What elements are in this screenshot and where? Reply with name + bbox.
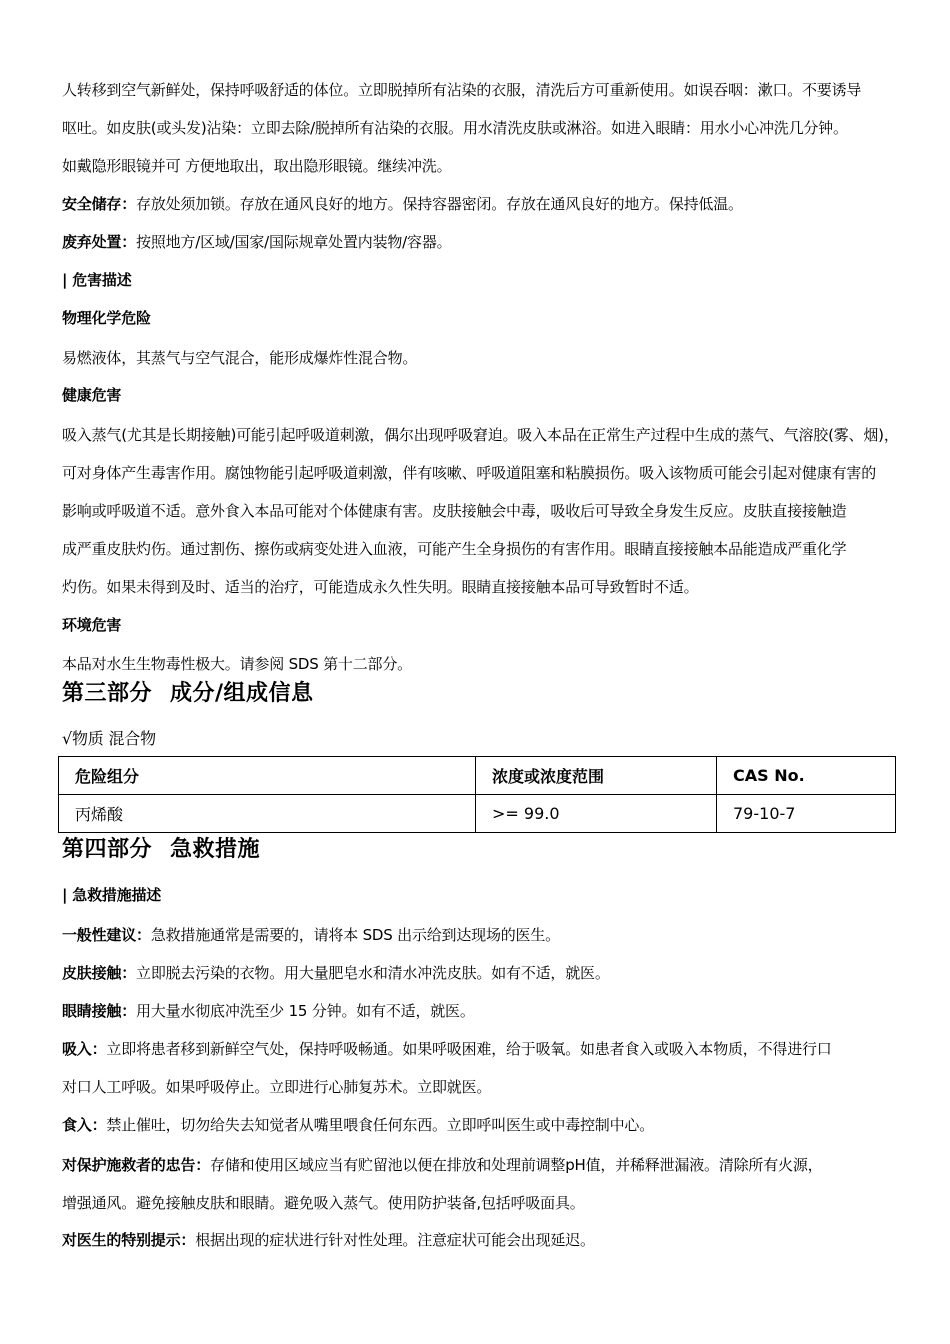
health-heading: 健康危害 (62, 386, 122, 404)
first-aid-line-2: 呕吐。如皮肤(或头发)沾染：立即去除/脱掉所有沾染的衣服。用水清洗皮肤或淋浴。如进入眼睛：用水小心冲洗几分钟。 (62, 119, 848, 137)
col-header-cas: CAS No. (717, 757, 896, 795)
doctor-note (62, 1230, 936, 1250)
inhale-text: 立即将患者移到新鲜空气处，保持呼吸畅通。如果呼吸困难，给于吸氧。如患者食入或吸入本物质，不得进行口 (106, 1040, 832, 1058)
env-text: 本品对水生生物毒性极大。请参阅 SDS 第十二部分。 (62, 655, 412, 673)
table-row (59, 795, 896, 833)
inhale-label: 吸入： (62, 1040, 107, 1058)
env-heading: 环境危害 (62, 616, 122, 634)
eye-label: 眼睛接触： (62, 1002, 137, 1020)
general-label: 一般性建议： (62, 926, 151, 944)
disposal-label: 废弃处置： (62, 233, 137, 251)
health-line-1: 吸入蒸气(尤其是长期接触)可能引起呼吸道刺激，偶尔出现呼吸窘迫。吸入本品在正常生产过程中生成的蒸气、气溶胶(雾、烟)， (62, 426, 899, 444)
rescuer-advice (62, 1155, 936, 1175)
health-line-2: 可对身体产生毒害作用。腐蚀物能引起呼吸道刺激，伴有咳嗽、呼吸道阻塞和粘膜损伤。吸入该物质可能会引起对健康有害的 (62, 464, 877, 482)
cell-concentration: >= 99.0 (476, 795, 717, 833)
storage-label: 安全储存： (62, 195, 137, 213)
rescuer-text: 存储和使用区域应当有贮留池以便在排放和处理前调整pH值，并稀释泄漏液。清除所有火源， (210, 1156, 823, 1174)
eye-contact (62, 1001, 936, 1021)
section4-title (62, 836, 936, 864)
health-line-5: 灼伤。如果未得到及时、适当的治疗，可能造成永久性失明。眼睛直接接触本品可导致暂时不适。 (62, 578, 699, 596)
health-line-4: 成严重皮肤灼伤。通过割伤、擦伤或病变处进入血液，可能产生全身损伤的有害作用。眼睛直接接触本品能造成严重化学 (62, 540, 847, 558)
inhalation (62, 1039, 936, 1059)
col-header-concentration: 浓度或浓度范围 (476, 757, 717, 795)
first-aid-heading: | 急救措施描述 (62, 886, 162, 904)
section4-name: 急救措施 (170, 837, 261, 862)
skin-text: 立即脱去污染的衣物。用大量肥皂水和清水冲洗皮肤。如有不适，就医。 (136, 964, 610, 982)
first-aid-line-3: 如戴隐形眼镜并可 方便地取出，取出隐形眼镜。继续冲洗。 (62, 157, 452, 175)
phys-chem-text: 易燃液体，其蒸气与空气混合，能形成爆炸性混合物。 (62, 349, 418, 367)
general-text: 急救措施通常是需要的，请将本 SDS 出示给到达现场的医生。 (150, 926, 560, 944)
section4-number: 第四部分 (62, 837, 153, 862)
eye-text: 用大量水彻底冲洗至少 15 分钟。如有不适，就医。 (136, 1002, 475, 1020)
skin-label: 皮肤接触： (62, 964, 137, 982)
section3-title (62, 680, 936, 708)
col-header-component: 危险组分 (59, 757, 476, 795)
composition-table (58, 756, 896, 833)
health-line-3: 影响或呼吸道不适。意外食入本品可能对个体健康有害。皮肤接触会中毒，吸收后可导致全身发生反应。皮肤直接接触造 (62, 502, 847, 520)
ingestion (62, 1115, 936, 1135)
disposal-paragraph (62, 232, 936, 252)
substance-type-line: √物质 混合物 (62, 729, 156, 748)
storage-text: 存放处须加锁。存放在通风良好的地方。保持容器密闭。存放在通风良好的地方。保持低温。 (136, 195, 743, 213)
rescuer-label: 对保护施救者的忠告： (62, 1156, 211, 1174)
section3-number: 第三部分 (62, 681, 153, 706)
hazard-heading: | 危害描述 (62, 271, 132, 289)
inhalation-line-2: 对口人工呼吸。如果呼吸停止。立即进行心肺复苏术。立即就医。 (62, 1078, 492, 1096)
ingest-label: 食入： (62, 1116, 107, 1134)
table-header-row (59, 757, 896, 795)
rescuer-line-2: 增强通风。避免接触皮肤和眼睛。避免吸入蒸气。使用防护装备,包括呼吸面具。 (62, 1194, 585, 1212)
skin-contact (62, 963, 936, 983)
general-advice (62, 925, 936, 945)
phys-chem-heading: 物理化学危险 (62, 309, 151, 327)
ingest-text: 禁止催吐，切勿给失去知觉者从嘴里喂食任何东西。立即呼叫医生或中毒控制中心。 (106, 1116, 655, 1134)
section3-name: 成分/组成信息 (170, 681, 314, 706)
doctor-label: 对医生的特别提示： (62, 1231, 196, 1249)
first-aid-line-1: 人转移到空气新鲜处，保持呼吸舒适的体位。立即脱掉所有沾染的衣服，清洗后方可重新使用。如误吞咽：漱口。不要诱导 (62, 81, 862, 99)
cell-cas: 79-10-7 (717, 795, 896, 833)
cell-component: 丙烯酸 (59, 795, 476, 833)
doctor-text: 根据出现的症状进行针对性处理。注意症状可能会出现延迟。 (195, 1231, 595, 1249)
storage-paragraph (62, 194, 936, 214)
disposal-text: 按照地方/区域/国家/国际规章处置内装物/容器。 (136, 233, 452, 251)
